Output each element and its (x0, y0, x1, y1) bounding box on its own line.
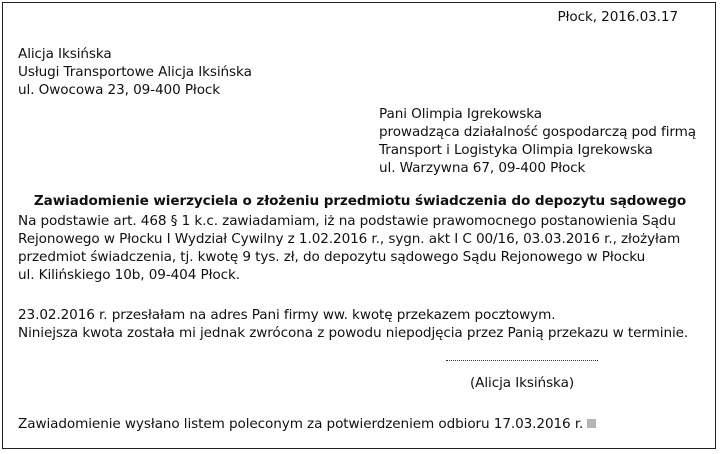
recipient-line-2: prowadząca działalność gospodarczą pod firmą (379, 124, 697, 140)
recipient-line-3: Transport i Logistyka Olimpia Igrekowska (379, 142, 653, 158)
end-square-icon (587, 419, 596, 428)
paragraph-1-line: Rejonowego w Płocku I Wydział Cywilny z 1.02.2016 r., sygn. akt I C 00/16, 03.03.2016 r., złożyłam (18, 231, 681, 247)
footer-text: Zawiadomienie wysłano listem poleconym za potwierdzeniem odbioru 17.03.2016 r. (18, 416, 584, 432)
sender-block (18, 45, 252, 99)
sender-name: Alicja Iksińska (18, 46, 112, 62)
paragraph-2-line: 23.02.2016 r. przesłałam na adres Pani firmy ww. kwotę przekazem pocztowym. (18, 307, 556, 323)
paragraph-2-line: Niniejsza kwota została mi jednak zwrócona z powodu niepodjęcia przez Panią przekazu w terminie. (18, 325, 689, 341)
paragraph-1 (18, 212, 680, 284)
recipient-address: ul. Warzywna 67, 09-400 Płock (379, 160, 586, 176)
paragraph-1-line: przedmiot świadczenia, tj. kwotę 9 tys. zł, do depozytu sądowego Sądu Rejonowego w Płocku (18, 249, 646, 265)
sender-address: ul. Owocowa 23, 09-400 Płock (18, 82, 221, 98)
paragraph-2 (18, 306, 688, 342)
paragraph-1-line: Na podstawie art. 468 § 1 k.c. zawiadamiam, iż na podstawie prawomocnego postanowienia Sądu (18, 213, 676, 229)
recipient-name: Pani Olimpia Igrekowska (379, 106, 543, 122)
footer-note (18, 415, 596, 433)
recipient-block (379, 105, 696, 177)
paragraph-1-line: ul. Kilińskiego 10b, 09-404 Płock. (18, 267, 240, 283)
date-line: Płock, 2016.03.17 (557, 9, 678, 25)
signature-dotted-line (446, 360, 598, 361)
document-title: Zawiadomienie wierzyciela o złożeniu przedmiotu świadczenia do depozytu sądowego (33, 193, 687, 209)
signature-name: (Alicja Iksińska) (469, 375, 575, 391)
sender-company: Usługi Transportowe Alicja Iksińska (18, 64, 252, 80)
